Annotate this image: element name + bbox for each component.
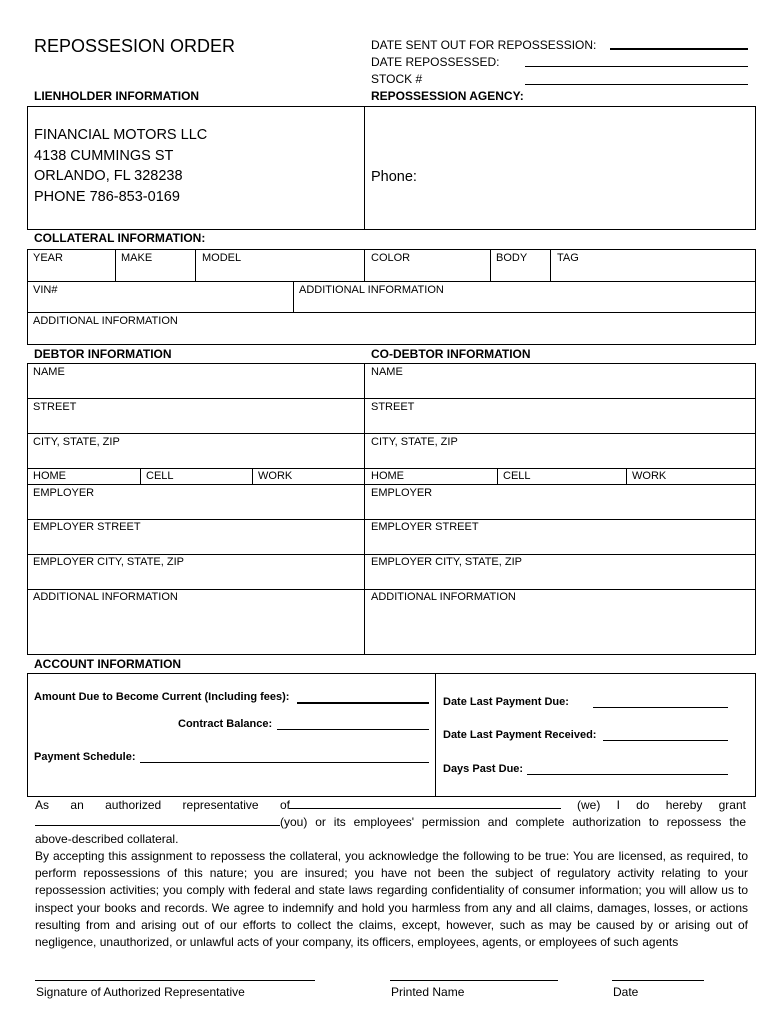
days-past-due-field[interactable] — [527, 774, 728, 775]
codebtor-cell-field[interactable]: CELL — [503, 470, 531, 482]
color-field[interactable]: COLOR — [371, 252, 411, 264]
signature-label: Signature of Authorized Representative — [36, 985, 245, 999]
collateral-heading: COLLATERAL INFORMATION: — [34, 231, 206, 245]
debtor-cell-field[interactable]: CELL — [146, 470, 174, 482]
divider — [490, 249, 491, 281]
lienholder-phone: PHONE 786-853-0169 — [34, 189, 180, 205]
date-last-due-field[interactable] — [593, 707, 728, 708]
agency-phone-label: Phone: — [371, 169, 417, 185]
divider — [27, 398, 756, 399]
divider — [115, 249, 116, 281]
divider — [27, 589, 756, 590]
codebtor-name-field[interactable]: NAME — [371, 366, 403, 378]
codebtor-employer-city-field[interactable]: EMPLOYER CITY, STATE, ZIP — [371, 556, 522, 568]
date-last-received-field[interactable] — [603, 740, 728, 741]
date-repossessed-label: DATE REPOSSESSED: — [371, 55, 500, 69]
authorization-text: As an authorized representative of — [35, 798, 290, 812]
authorization-text: above-described collateral. — [35, 832, 179, 846]
payment-schedule-label: Payment Schedule: — [34, 751, 136, 763]
stock-field[interactable] — [525, 84, 748, 85]
debtor-additional-field[interactable]: ADDITIONAL INFORMATION — [33, 591, 178, 603]
divider — [27, 281, 756, 282]
divider — [27, 312, 756, 313]
printed-name-field[interactable] — [390, 980, 558, 981]
divider — [27, 484, 756, 485]
date-repossessed-field[interactable] — [525, 66, 748, 67]
stock-label: STOCK # — [371, 72, 423, 86]
amount-due-field[interactable] — [297, 702, 429, 704]
divider — [293, 281, 294, 312]
codebtor-heading: CO-DEBTOR INFORMATION — [371, 347, 531, 361]
debtor-employer-street-field[interactable]: EMPLOYER STREET — [33, 521, 141, 533]
date-field[interactable] — [612, 980, 704, 981]
codebtor-work-field[interactable]: WORK — [632, 470, 667, 482]
amount-due-label: Amount Due to Become Current (Including fees): — [34, 691, 290, 703]
divider — [364, 363, 365, 655]
make-field[interactable]: MAKE — [121, 252, 153, 264]
account-heading: ACCOUNT INFORMATION — [34, 657, 182, 671]
debtor-street-field[interactable]: STREET — [33, 401, 77, 413]
authorization-text: (we) I do hereby grant — [577, 798, 746, 812]
debtor-name-field[interactable]: NAME — [33, 366, 65, 378]
codebtor-employer-field[interactable]: EMPLOYER — [371, 487, 433, 499]
divider — [252, 468, 253, 484]
company-name-field[interactable] — [289, 808, 561, 809]
payment-schedule-field[interactable] — [140, 762, 429, 763]
codebtor-employer-street-field[interactable]: EMPLOYER STREET — [371, 521, 479, 533]
authorization-text: (you) or its employees' permission and complete authorization to repossess the — [280, 815, 746, 829]
divider — [550, 249, 551, 281]
debtor-employer-city-field[interactable]: EMPLOYER CITY, STATE, ZIP — [33, 556, 184, 568]
debtor-home-field[interactable]: HOME — [33, 470, 66, 482]
agency-name-field[interactable] — [35, 825, 280, 826]
date-sent-field[interactable] — [610, 48, 748, 50]
codebtor-additional-field[interactable]: ADDITIONAL INFORMATION — [371, 591, 516, 603]
divider — [435, 673, 436, 797]
divider — [27, 554, 756, 555]
date-last-due-label: Date Last Payment Due: — [443, 696, 569, 708]
signature-field[interactable] — [35, 980, 315, 981]
divider — [364, 249, 365, 281]
vin-field[interactable]: VIN# — [33, 284, 58, 296]
additional-info-field[interactable]: ADDITIONAL INFORMATION — [33, 315, 178, 327]
additional-info-field[interactable]: ADDITIONAL INFORMATION — [299, 284, 444, 296]
printed-name-label: Printed Name — [391, 985, 465, 999]
tag-field[interactable]: TAG — [557, 252, 579, 264]
lienholder-street: 4138 CUMMINGS ST — [34, 148, 174, 164]
year-field[interactable]: YEAR — [33, 252, 63, 264]
divider — [27, 433, 756, 434]
divider — [140, 468, 141, 484]
agency-heading: REPOSSESSION AGENCY: — [371, 89, 524, 103]
contract-balance-label: Contract Balance: — [178, 718, 273, 730]
model-field[interactable]: MODEL — [202, 252, 242, 264]
divider — [27, 519, 756, 520]
codebtor-home-field[interactable]: HOME — [371, 470, 404, 482]
codebtor-city-field[interactable]: CITY, STATE, ZIP — [371, 436, 458, 448]
terms-paragraph: By accepting this assignment to repossess the collateral, you acknowledge the following to be true: You are licensed, as required, to perform repossessions of this nature; you are insured; you have not been the subject of regulatory activity relating to your repossession activities; you comply with federal and state laws regarding confidentiality of consumer information; you will allow us to inspect your books and records. We agree to indemnify and hold you harmless from any and all claims, damages, losses, or actions resulting from and arising out of our efforts to collect the claims, except, however, such as may be caused by or arising out of negligence, unauthorized, or unlawful acts of your company, its officers, employees, agents, or employees of such agents — [35, 849, 748, 950]
date-label: Date — [613, 985, 639, 999]
contract-balance-field[interactable] — [277, 729, 429, 730]
lienholder-name: FINANCIAL MOTORS LLC — [34, 127, 208, 143]
divider — [27, 468, 756, 469]
body-field[interactable]: BODY — [496, 252, 528, 264]
divider — [626, 468, 627, 484]
divider — [497, 468, 498, 484]
lienholder-city: ORLANDO, FL 328238 — [34, 168, 183, 184]
debtor-heading: DEBTOR INFORMATION — [34, 347, 172, 361]
codebtor-street-field[interactable]: STREET — [371, 401, 415, 413]
divider — [195, 249, 196, 281]
debtor-city-field[interactable]: CITY, STATE, ZIP — [33, 436, 120, 448]
date-last-received-label: Date Last Payment Received: — [443, 729, 597, 741]
page-title: REPOSSESION ORDER — [34, 36, 236, 56]
debtor-employer-field[interactable]: EMPLOYER — [33, 487, 95, 499]
debtor-work-field[interactable]: WORK — [258, 470, 293, 482]
date-sent-label: DATE SENT OUT FOR REPOSSESSION: — [371, 38, 597, 52]
divider — [364, 106, 365, 230]
days-past-due-label: Days Past Due: — [443, 763, 524, 775]
lienholder-heading: LIENHOLDER INFORMATION — [34, 89, 200, 103]
